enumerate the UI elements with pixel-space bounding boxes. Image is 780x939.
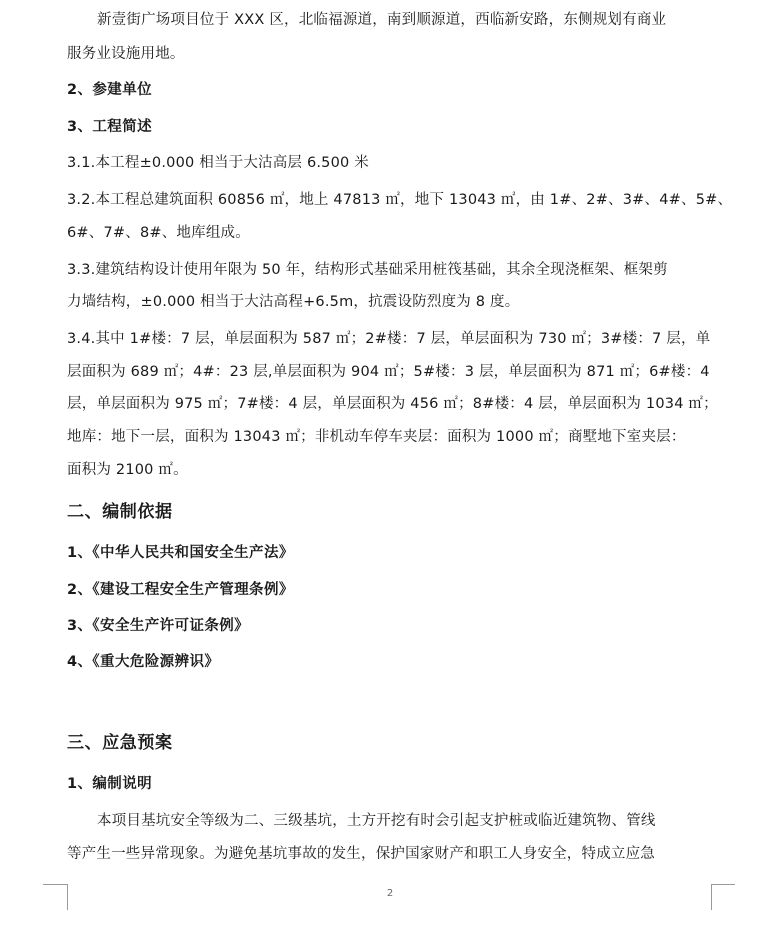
item-3-4-line4: 地库：地下一层，面积为 13043 ㎡；非机动车停车夹层：面积为 1000 ㎡；商墅地下室夹层： (67, 429, 686, 445)
basis-item: 4、《重大危险源辨识》 (67, 654, 220, 670)
item-3-4-line1: 3.4.其中 1#楼：7 层，单层面积为 587 ㎡；2#楼：7 层，单层面积为 730 ㎡；3#楼：7 层，单 (67, 331, 711, 347)
basis-item: 3、《安全生产许可证条例》 (67, 618, 250, 634)
page-number: 2 (386, 888, 394, 899)
item-3-4-line2: 层面积为 689 ㎡；4#：23 层,单层面积为 904 ㎡；5#楼：3 层，单层面积为 871 ㎡；6#楼：4 (67, 364, 710, 380)
section-heading-emergency: 三、应急预案 (67, 733, 173, 753)
sub-heading-explanation: 1、编制说明 (67, 776, 152, 792)
heading-overview: 3、工程简述 (67, 119, 152, 135)
item-3-1: 3.1.本工程±0.000 相当于大沽高层 6.500 米 (67, 155, 369, 171)
paragraph-location-line1: 新壹街广场项目位于 XXX 区，北临福源道，南到顺源道，西临新安路，东侧规划有商业 (97, 12, 667, 28)
paragraph-explanation-line1: 本项目基坑安全等级为二、三级基坑，土方开挖有时会引起支护桩或临近建筑物、管线 (97, 813, 656, 829)
item-3-2-line1: 3.2.本工程总建筑面积 60856 ㎡，地上 47813 ㎡，地下 13043 ㎡，由 1#、2#、3#、4#、5#、 (67, 192, 733, 208)
item-3-3-line1: 3.3.建筑结构设计使用年限为 50 年，结构形式基础采用桩筏基础，其余全现浇框架、框架剪 (67, 262, 668, 278)
heading-participants: 2、参建单位 (67, 82, 152, 98)
basis-item: 2、《建设工程安全生产管理条例》 (67, 582, 294, 598)
item-3-4-line5: 面积为 2100 ㎡。 (67, 462, 188, 478)
margin-corner-mark-right-h (711, 884, 735, 885)
section-heading-basis: 二、编制依据 (67, 502, 173, 522)
item-3-4-line3: 层，单层面积为 975 ㎡；7#楼：4 层，单层面积为 456 ㎡；8#楼：4 层，单层面积为 1034 ㎡； (67, 396, 718, 412)
item-3-2-line2: 6#、7#、8#、地库组成。 (67, 225, 250, 241)
item-3-3-line2: 力墙结构，±0.000 相当于大沽高程+6.5m，抗震设防烈度为 8 度。 (67, 294, 520, 310)
paragraph-location-line2: 服务业设施用地。 (67, 46, 185, 62)
margin-corner-mark-left-h (43, 884, 68, 885)
basis-item: 1、《中华人民共和国安全生产法》 (67, 545, 294, 561)
paragraph-explanation-line2: 等产生一些异常现象。为避免基坑事故的发生，保护国家财产和职工人身安全，特成立应急 (67, 846, 655, 862)
